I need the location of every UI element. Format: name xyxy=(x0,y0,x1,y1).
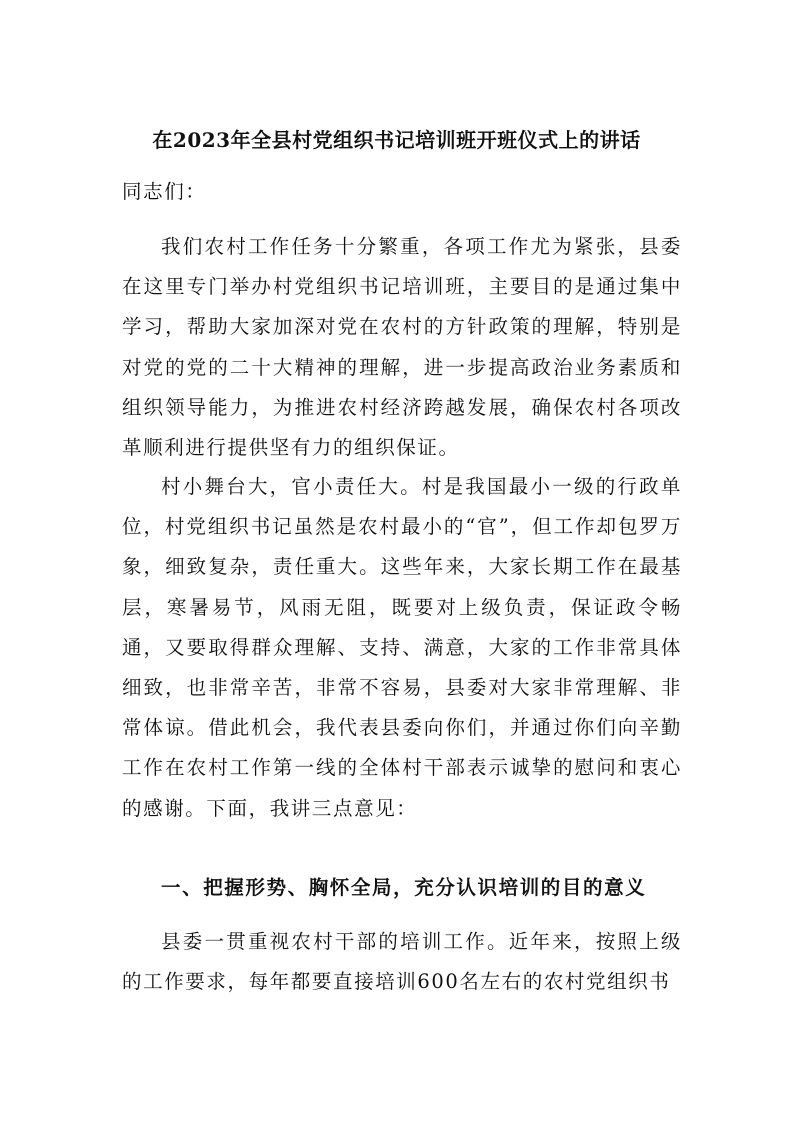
section-heading-1: 一、把握形势、胸怀全局，充分认识培训的目的意义 xyxy=(161,876,647,899)
salutation: 同志们： xyxy=(122,180,207,203)
section-1-paragraph: 县委一贯重视农村干部的培训工作。近年来，按照上级的工作要求，每年都要直接培训600名左右的农村党组织书 xyxy=(122,930,682,994)
paragraph-2: 村小舞台大，官小责任大。村是我国最小一级的行政单位，村党组织书记虽然是农村最小的“官”，但工作却包罗万象，细致复杂，责任重大。这些年来，大家长期工作在最基层，寒暑易节，风雨无阻，既要对上级负责，保证政令畅通，又要取得群众理解、支持、满意，大家的工作非常具体细致，也非常辛苦，非常不容易，县委对大家非常理解、非常体谅。借此机会，我代表县委向你们，并通过你们向辛勤工作在农村工作第一线的全体村干部表示诚挚的慰问和衷心的感谢。下面，我讲三点意见： xyxy=(122,475,682,820)
paragraph-1: 我们农村工作任务十分繁重，各项工作尤为紧张，县委在这里专门举办村党组织书记培训班，主要目的是通过集中学习，帮助大家加深对党在农村的方针政策的理解，特别是对党的党的二十大精神的理解，进一步提高政治业务素质和组织领导能力，为推进农村经济跨越发展，确保农村各项改革顺利进行提供坚有力的组织保证。 xyxy=(122,235,682,460)
document-title: 在2023年全县村党组织书记培训班开班仪式上的讲话 xyxy=(152,128,641,152)
